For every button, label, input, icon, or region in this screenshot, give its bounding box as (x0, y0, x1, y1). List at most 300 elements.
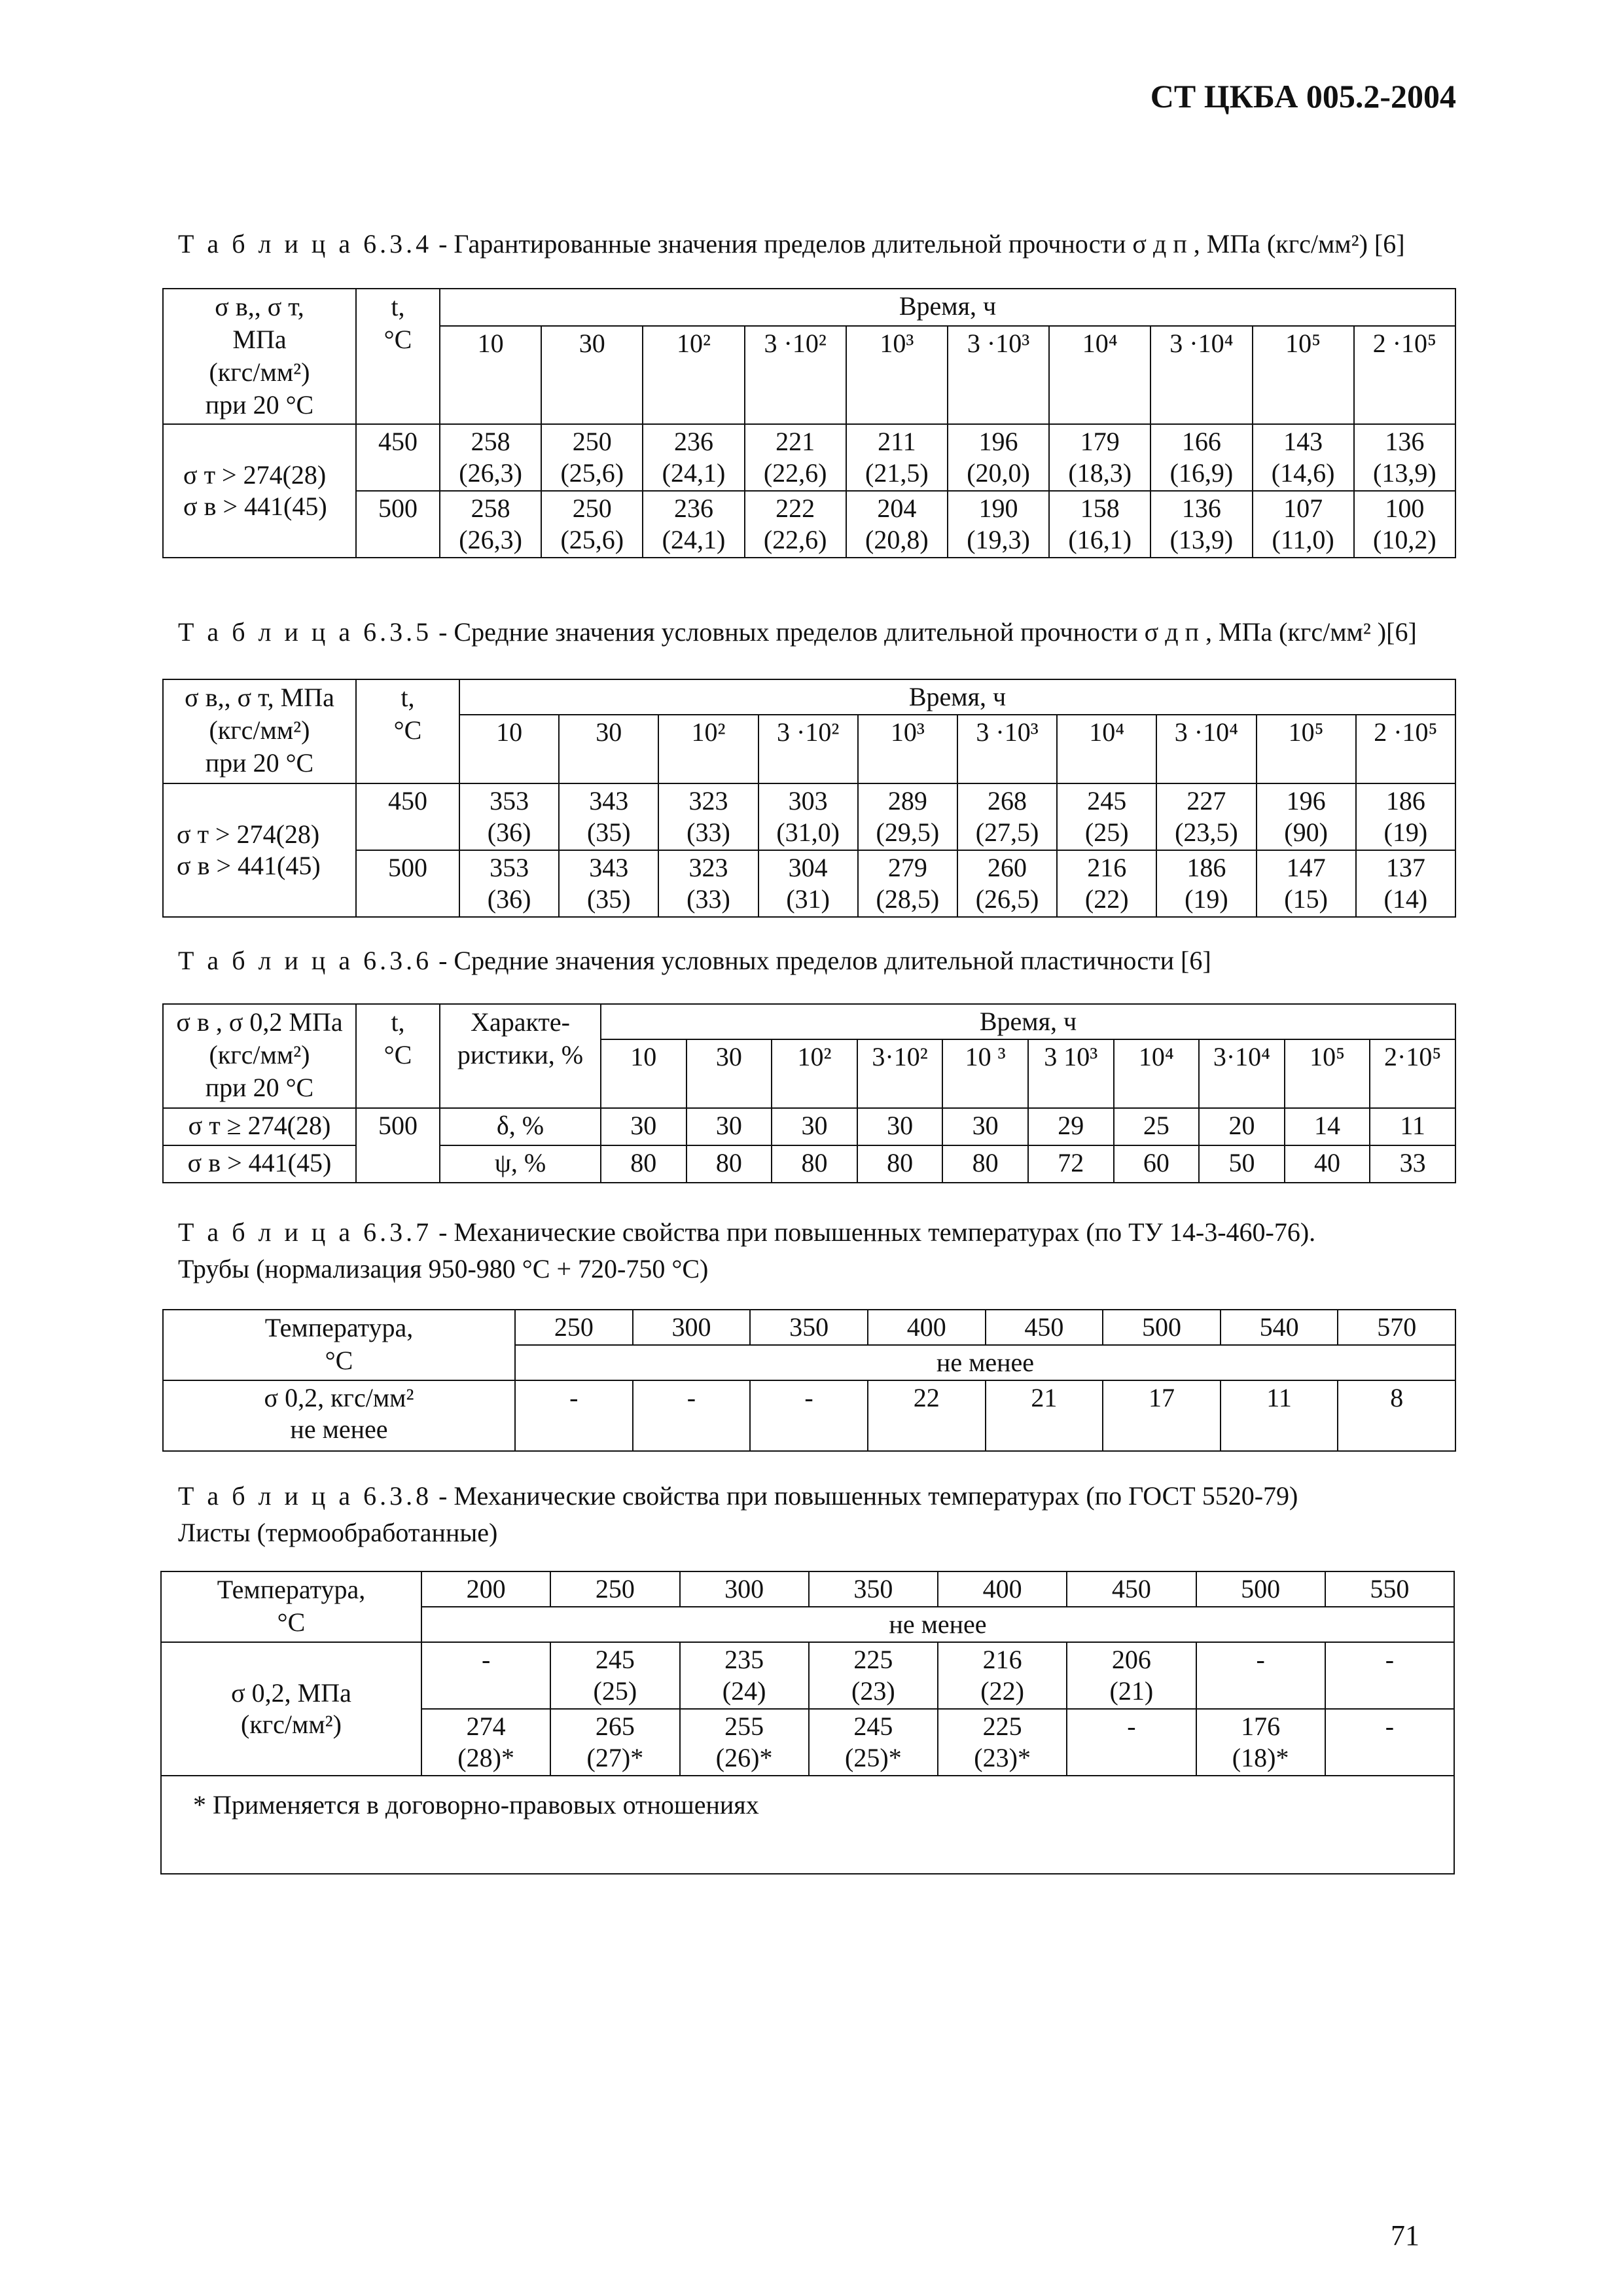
time-header: 10⁴ (1049, 326, 1150, 424)
value-cell (440, 491, 541, 558)
value-cell-kgs: (31,0) (776, 817, 840, 847)
value-cell-kgs: (25)* (845, 1743, 902, 1772)
value-cell-value: 265 (595, 1712, 635, 1741)
value-cell (680, 1709, 809, 1776)
value-cell-kgs: (11,0) (1272, 525, 1334, 554)
value-cell-kgs: (26)* (715, 1743, 773, 1772)
header-pri-text: при 20 °С (205, 1073, 314, 1102)
value-cell: 29 (1028, 1108, 1114, 1145)
time-header: 30 (687, 1039, 772, 1108)
value-cell (1156, 783, 1256, 850)
value-cell (643, 424, 744, 491)
time-header: 3·10² (857, 1039, 943, 1108)
value-cell-value: 158 (1080, 493, 1120, 523)
ne-menee-cell: не менее (515, 1345, 1455, 1380)
value-cell-kgs: (25,6) (560, 525, 624, 554)
value-cell-kgs: (15) (1284, 884, 1328, 914)
header-sigma-text: σ в,, σ т, (215, 292, 304, 321)
value-cell: 17 (1103, 1380, 1221, 1451)
value-cell-value: 136 (1181, 493, 1221, 523)
value-cell: 30 (601, 1108, 687, 1145)
temperature-header: 550 (1325, 1571, 1454, 1607)
value-cell-value: 353 (490, 853, 529, 882)
value-cell (658, 850, 758, 917)
header-time: Время, ч (440, 289, 1455, 326)
header-sigma-text: σ в , σ 0,2 МПа (176, 1007, 343, 1037)
value-cell-value: 147 (1286, 853, 1326, 882)
value-cell (809, 1709, 938, 1776)
time-header: 10⁵ (1285, 1039, 1370, 1108)
condition-2: σ в > 441(45) (177, 851, 321, 880)
value-cell: 21 (986, 1380, 1103, 1451)
temperature-header: 200 (421, 1571, 550, 1607)
value-cell-kgs: (16,9) (1169, 458, 1234, 488)
value-cell (1325, 1642, 1454, 1709)
value-cell-kgs: (19) (1383, 817, 1428, 847)
value-cell-value: 258 (471, 493, 510, 523)
header-sigma (163, 679, 356, 783)
value-cell-kgs: (21) (1109, 1676, 1154, 1706)
table-636-caption (178, 942, 1211, 979)
value-cell (1325, 1709, 1454, 1776)
value-cell-value: - (1385, 1645, 1395, 1674)
temperature-header: 570 (1338, 1310, 1455, 1345)
value-cell-value: 137 (1385, 853, 1425, 882)
value-cell (1067, 1642, 1196, 1709)
value-cell (550, 1709, 679, 1776)
value-cell-value: 186 (1385, 786, 1425, 816)
header-pri-text: при 20 °С (205, 748, 314, 778)
value-cell-kgs: (29,5) (876, 817, 940, 847)
time-header: 10 (601, 1039, 687, 1108)
value-cell-value: 216 (982, 1645, 1022, 1674)
value-cell-value: 225 (982, 1712, 1022, 1741)
value-cell (1257, 783, 1356, 850)
temperature-header: 400 (938, 1571, 1067, 1607)
time-header: 3 ·10⁴ (1156, 715, 1256, 783)
value-cell-value: 206 (1111, 1645, 1151, 1674)
value-cell (559, 850, 658, 917)
table-638 (160, 1571, 1455, 1874)
table-636-title: - Средние значения условных пределов длительной пластичности [6] (432, 946, 1211, 975)
value-cell (758, 850, 858, 917)
value-cell (541, 424, 643, 491)
value-cell (1156, 850, 1256, 917)
table-635-caption (178, 614, 1417, 651)
time-header: 3 ·10⁴ (1150, 326, 1252, 424)
header-temperature (161, 1571, 421, 1642)
table-635-title: - Средние значения условных пределов длительной прочности σ д п , МПа (кгс/мм² )[6] (432, 617, 1417, 647)
value-cell: 60 (1114, 1145, 1200, 1183)
value-cell (948, 424, 1049, 491)
value-cell (846, 491, 948, 558)
value-cell: 40 (1285, 1145, 1370, 1183)
value-cell-kgs: (28)* (457, 1743, 514, 1772)
value-cell-value: 353 (490, 786, 529, 816)
value-cell-kgs: (25,6) (560, 458, 624, 488)
value-cell (1196, 1709, 1325, 1776)
value-cell: 30 (942, 1108, 1028, 1145)
value-cell-kgs: (23,5) (1175, 817, 1238, 847)
table-634-title: - Гарантированные значения пределов длительной прочности σ д п , МПа (кгс/мм²) [6] (432, 229, 1405, 259)
value-cell (421, 1709, 550, 1776)
value-cell (550, 1642, 679, 1709)
value-cell-value: 216 (1087, 853, 1127, 882)
time-header: 2 ·10⁵ (1356, 715, 1455, 783)
value-cell (957, 783, 1057, 850)
value-cell-value: 304 (788, 853, 828, 882)
condition-cell (163, 424, 356, 558)
temperature-header: 500 (1196, 1571, 1325, 1607)
table-634-caption (178, 226, 1405, 262)
header-t (356, 289, 440, 424)
value-cell (1049, 491, 1150, 558)
header-c-text: °С (383, 1040, 412, 1069)
header-c-text: °С (383, 325, 412, 354)
table-638-title: - Механические свойства при повышенных температурах (по ГОСТ 5520-79) (432, 1481, 1298, 1511)
value-cell (957, 850, 1057, 917)
value-cell-value: 186 (1186, 853, 1226, 882)
table-638-subtitle: Листы (термообработанные) (178, 1518, 498, 1547)
value-cell (809, 1642, 938, 1709)
param-label-1: σ 0,2, кгс/мм² (264, 1383, 414, 1412)
value-cell-value: 274 (466, 1712, 506, 1741)
value-cell-kgs: (36) (487, 817, 531, 847)
value-cell (1257, 850, 1356, 917)
table-634 (162, 288, 1456, 558)
value-cell-kgs: (27,5) (975, 817, 1039, 847)
value-cell-kgs: (26,3) (459, 458, 522, 488)
header-t (356, 1004, 440, 1108)
value-cell-value: 245 (1087, 786, 1127, 816)
value-cell: 80 (601, 1145, 687, 1183)
value-cell (745, 424, 846, 491)
value-cell-kgs: (33) (687, 817, 730, 847)
value-cell: 8 (1338, 1380, 1455, 1451)
condition-cell (163, 783, 356, 917)
time-header: 10⁵ (1257, 715, 1356, 783)
value-cell-value: 166 (1181, 427, 1221, 456)
value-cell-kgs: (19,3) (967, 525, 1030, 554)
header-c-text: °С (393, 715, 422, 745)
value-cell (1150, 424, 1252, 491)
temperature-header: 500 (1103, 1310, 1221, 1345)
value-cell: 30 (772, 1108, 857, 1145)
value-cell (459, 850, 559, 917)
value-cell-kgs: (22,6) (763, 525, 827, 554)
value-cell-value: 245 (595, 1645, 635, 1674)
condition-1: σ т ≥ 274(28) (163, 1108, 356, 1145)
value-cell (680, 1642, 809, 1709)
time-header: 3 10³ (1028, 1039, 1114, 1108)
header-temp-text: Температура, (217, 1575, 366, 1604)
value-cell (541, 491, 643, 558)
param-label-1: σ 0,2, МПа (231, 1678, 351, 1708)
value-cell-kgs: (21,5) (865, 458, 929, 488)
value-cell-value: 107 (1283, 493, 1323, 523)
table-637-title: - Механические свойства при повышенных температурах (по ТУ 14-3-460-76). (432, 1217, 1316, 1247)
time-header: 10² (658, 715, 758, 783)
header-characteristics (440, 1004, 601, 1108)
value-cell-value: 245 (853, 1712, 893, 1741)
time-header: 3 ·10² (745, 326, 846, 424)
temperature-header: 300 (633, 1310, 751, 1345)
table-636 (162, 1003, 1456, 1183)
table-636-lead: Т а б л и ц а 6.3.6 (178, 946, 433, 975)
value-cell: 80 (857, 1145, 943, 1183)
value-cell: 14 (1285, 1108, 1370, 1145)
value-cell (938, 1709, 1067, 1776)
value-cell (559, 783, 658, 850)
value-cell: 33 (1370, 1145, 1455, 1183)
time-header: 3 ·10³ (948, 326, 1049, 424)
value-cell (846, 424, 948, 491)
temperature-header: 450 (1067, 1571, 1196, 1607)
value-cell-kgs: (24) (722, 1676, 766, 1706)
value-cell (658, 783, 758, 850)
value-cell-value: 343 (589, 853, 629, 882)
temperature-cell: 500 (356, 491, 440, 558)
value-cell-kgs: (16,1) (1068, 525, 1132, 554)
value-cell-kgs: (24,1) (662, 458, 726, 488)
header-kgs-text: (кгс/мм²) (209, 715, 310, 745)
header-t-text: t, (391, 1007, 405, 1037)
value-cell-kgs: (13,9) (1169, 525, 1234, 554)
table-638-lead: Т а б л и ц а 6.3.8 (178, 1481, 433, 1511)
value-cell-value: 250 (572, 427, 612, 456)
header-temp-text: Температура, (264, 1313, 414, 1342)
time-header: 2·10⁵ (1370, 1039, 1455, 1108)
value-cell (1067, 1709, 1196, 1776)
value-cell: - (750, 1380, 868, 1451)
header-mpa-text: МПа (232, 325, 287, 354)
document-code: СТ ЦКБА 005.2-2004 (1150, 78, 1456, 115)
value-cell-kgs: (19) (1185, 884, 1228, 914)
value-cell-kgs: (22) (1084, 884, 1129, 914)
ne-menee-cell: не менее (421, 1607, 1454, 1642)
value-cell (421, 1642, 550, 1709)
value-cell-value: 196 (1286, 786, 1326, 816)
value-cell: - (515, 1380, 633, 1451)
value-cell-kgs: (35) (586, 884, 631, 914)
value-cell-value: 227 (1186, 786, 1226, 816)
param-label-2: не менее (290, 1414, 388, 1444)
table-635-lead: Т а б л и ц а 6.3.5 (178, 617, 433, 647)
value-cell (1354, 491, 1455, 558)
value-cell (1356, 783, 1455, 850)
time-header: 10³ (858, 715, 957, 783)
value-cell (745, 491, 846, 558)
header-t (356, 679, 459, 783)
time-header: 2 ·10⁵ (1354, 326, 1455, 424)
value-cell-value: 100 (1385, 493, 1425, 523)
value-cell (1057, 783, 1156, 850)
value-cell-kgs: (14,6) (1271, 458, 1335, 488)
value-cell-value: 236 (673, 427, 713, 456)
value-cell-value: 190 (978, 493, 1018, 523)
value-cell-kgs: (18,3) (1068, 458, 1132, 488)
value-cell (1057, 850, 1156, 917)
temperature-cell: 450 (356, 783, 459, 850)
value-cell-kgs: (20,8) (865, 525, 929, 554)
value-cell-value: 303 (788, 786, 828, 816)
value-cell (1049, 424, 1150, 491)
header-char-line2: ристики, % (457, 1040, 584, 1069)
header-kgs-text: (кгс/мм²) (209, 1040, 310, 1069)
char-psi: ψ, % (440, 1145, 601, 1183)
value-cell: 30 (857, 1108, 943, 1145)
time-header: 10 (459, 715, 559, 783)
value-cell-value: 258 (471, 427, 510, 456)
value-cell-value: 343 (589, 786, 629, 816)
condition-2: σ в > 441(45) (163, 1145, 356, 1183)
table-637 (162, 1309, 1456, 1452)
condition-1: σ т > 274(28) (183, 460, 327, 490)
value-cell-value: - (1385, 1712, 1395, 1741)
value-cell-value: 260 (988, 853, 1027, 882)
value-cell-value: - (1256, 1645, 1265, 1674)
value-cell-value: 143 (1283, 427, 1323, 456)
value-cell (1253, 491, 1354, 558)
header-sigma (163, 289, 356, 424)
time-header: 30 (559, 715, 658, 783)
temperature-cell: 500 (356, 1108, 440, 1183)
time-header: 3·10⁴ (1199, 1039, 1285, 1108)
header-c-text: °С (325, 1346, 353, 1375)
time-header: 10³ (846, 326, 948, 424)
param-label (163, 1380, 515, 1451)
value-cell-kgs: (10,2) (1373, 525, 1436, 554)
value-cell (1196, 1642, 1325, 1709)
time-header: 10² (643, 326, 744, 424)
value-cell-value: 268 (988, 786, 1027, 816)
temperature-header: 450 (986, 1310, 1103, 1345)
value-cell-kgs: (22) (980, 1676, 1024, 1706)
value-cell-kgs: (13,9) (1373, 458, 1436, 488)
value-cell-value: 196 (978, 427, 1018, 456)
temperature-header: 400 (868, 1310, 986, 1345)
value-cell: 11 (1221, 1380, 1338, 1451)
value-cell-kgs: (35) (586, 817, 631, 847)
temperature-header: 350 (750, 1310, 868, 1345)
value-cell-value: 323 (688, 853, 728, 882)
value-cell (758, 783, 858, 850)
condition-2: σ в > 441(45) (183, 492, 327, 521)
header-sigma-text: σ в,, σ т, МПа (185, 683, 334, 712)
value-cell-kgs: (36) (487, 884, 531, 914)
value-cell: 25 (1114, 1108, 1200, 1145)
temperature-header: 250 (515, 1310, 633, 1345)
value-cell (1253, 424, 1354, 491)
value-cell (1356, 850, 1455, 917)
value-cell (440, 424, 541, 491)
value-cell (858, 850, 957, 917)
header-pri-text: при 20 °С (205, 390, 314, 420)
footnote: * Применяется в договорно-правовых отношениях (161, 1776, 1454, 1874)
header-char-line1: Характе- (471, 1007, 570, 1037)
value-cell-kgs: (24,1) (662, 525, 726, 554)
value-cell-kgs: (27)* (586, 1743, 644, 1772)
value-cell-value: 236 (673, 493, 713, 523)
value-cell-value: 289 (887, 786, 927, 816)
value-cell-kgs: (33) (687, 884, 730, 914)
value-cell-kgs: (25) (1084, 817, 1129, 847)
value-cell-kgs: (31) (786, 884, 830, 914)
header-kgs-text: (кгс/мм²) (209, 357, 310, 387)
value-cell: 20 (1199, 1108, 1285, 1145)
value-cell-kgs: (18)* (1232, 1743, 1289, 1772)
value-cell: - (633, 1380, 751, 1451)
value-cell-kgs: (23)* (974, 1743, 1031, 1772)
value-cell-kgs: (14) (1383, 884, 1428, 914)
value-cell-kgs: (20,0) (967, 458, 1030, 488)
value-cell-kgs: (23) (851, 1676, 895, 1706)
table-637-lead: Т а б л и ц а 6.3.7 (178, 1217, 433, 1247)
value-cell-value: 221 (776, 427, 815, 456)
page-number: 71 (1391, 2219, 1419, 2251)
table-637-subtitle: Трубы (нормализация 950-980 °С + 720-750 °С) (178, 1254, 709, 1283)
time-header: 3 ·10² (758, 715, 858, 783)
table-635 (162, 679, 1456, 918)
value-cell-value: 179 (1080, 427, 1120, 456)
header-t-text: t, (401, 683, 415, 712)
time-header: 3 ·10³ (957, 715, 1057, 783)
temperature-header: 300 (680, 1571, 809, 1607)
time-header: 10⁴ (1057, 715, 1156, 783)
value-cell: 50 (1199, 1145, 1285, 1183)
temperature-header: 250 (550, 1571, 679, 1607)
value-cell-value: 204 (877, 493, 917, 523)
value-cell-value: 225 (853, 1645, 893, 1674)
char-delta: δ, % (440, 1108, 601, 1145)
time-header: 10⁵ (1253, 326, 1354, 424)
value-cell-value: 255 (724, 1712, 764, 1741)
value-cell (948, 491, 1049, 558)
time-header: 10⁴ (1114, 1039, 1200, 1108)
header-sigma (163, 1004, 356, 1108)
value-cell-value: - (481, 1645, 491, 1674)
value-cell (1354, 424, 1455, 491)
value-cell (938, 1642, 1067, 1709)
value-cell-value: - (1127, 1712, 1136, 1741)
time-header: 10² (772, 1039, 857, 1108)
value-cell: 22 (868, 1380, 986, 1451)
value-cell-value: 235 (724, 1645, 764, 1674)
temperature-header: 540 (1221, 1310, 1338, 1345)
value-cell-value: 323 (688, 786, 728, 816)
temperature-header: 350 (809, 1571, 938, 1607)
value-cell-value: 176 (1241, 1712, 1281, 1741)
temperature-cell: 450 (356, 424, 440, 491)
header-time: Время, ч (459, 679, 1455, 715)
table-634-lead: Т а б л и ц а 6.3.4 (178, 229, 433, 259)
value-cell-value: 211 (878, 427, 916, 456)
condition-1: σ т > 274(28) (177, 819, 320, 849)
value-cell-kgs: (26,5) (975, 884, 1039, 914)
value-cell-kgs: (26,3) (459, 525, 522, 554)
value-cell (1150, 491, 1252, 558)
time-header: 10 ³ (942, 1039, 1028, 1108)
value-cell-value: 250 (572, 493, 612, 523)
value-cell: 72 (1028, 1145, 1114, 1183)
param-label-2: (кгс/мм²) (241, 1710, 342, 1739)
value-cell-value: 222 (776, 493, 815, 523)
table-637-caption (178, 1214, 1315, 1287)
value-cell (858, 783, 957, 850)
header-time: Время, ч (601, 1004, 1455, 1039)
time-header: 30 (541, 326, 643, 424)
header-t-text: t, (391, 292, 405, 321)
